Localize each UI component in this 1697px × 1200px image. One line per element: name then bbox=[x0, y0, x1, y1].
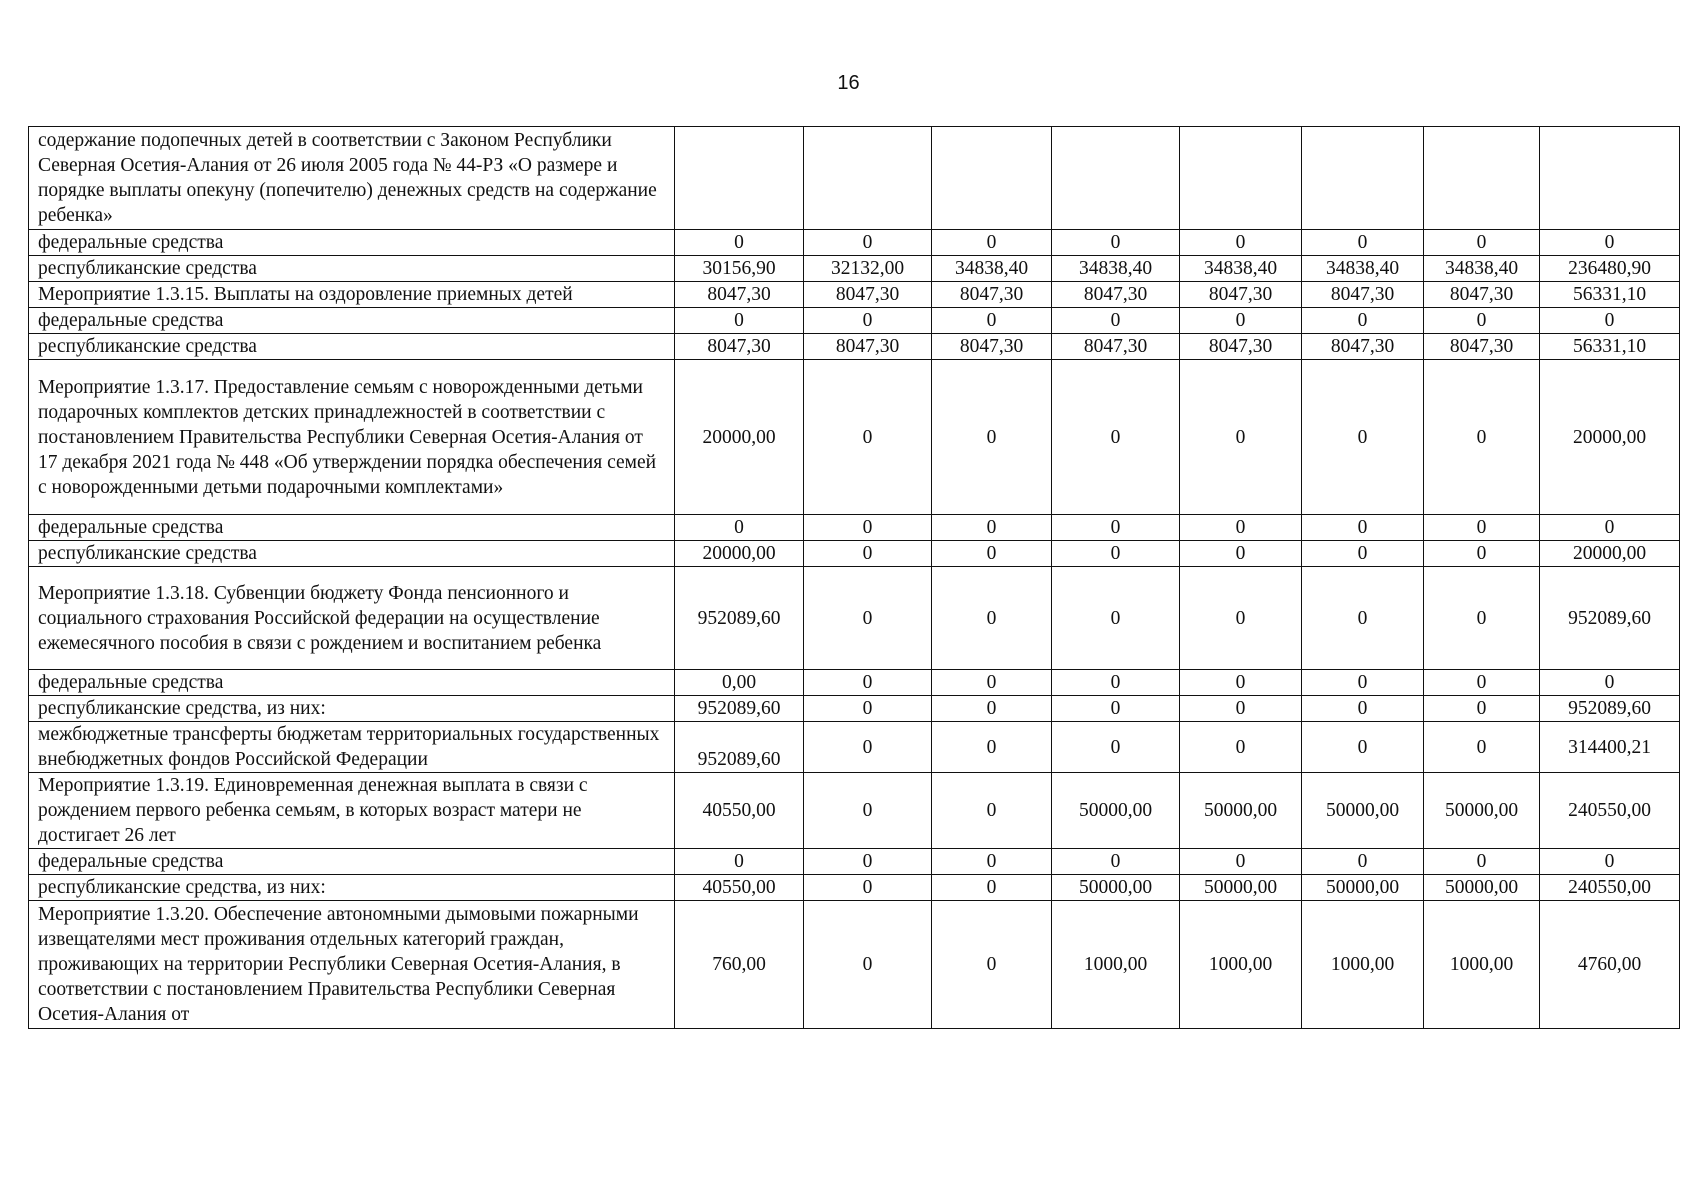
value-cell-col-2: 0 bbox=[804, 773, 932, 849]
value-cell-col-7: 0 bbox=[1424, 541, 1540, 567]
value-cell-col-1: 0,00 bbox=[675, 670, 804, 696]
value-cell-col-1: 8047,30 bbox=[675, 334, 804, 360]
value-cell-col-3: 0 bbox=[932, 696, 1052, 722]
table-row bbox=[29, 515, 1680, 541]
value-cell-col-2: 0 bbox=[804, 515, 932, 541]
value-cell-col-4: 0 bbox=[1052, 722, 1180, 773]
value-cell-col-1: 8047,30 bbox=[675, 282, 804, 308]
value-cell-col-1: 40550,00 bbox=[675, 773, 804, 849]
row-label: республиканские средства bbox=[29, 334, 675, 360]
table-row bbox=[29, 230, 1680, 256]
value-cell-col-1: 20000,00 bbox=[675, 541, 804, 567]
table-row bbox=[29, 670, 1680, 696]
value-cell-col-8: 0 bbox=[1540, 515, 1680, 541]
value-cell-col-1 bbox=[675, 127, 804, 230]
value-cell-col-1: 40550,00 bbox=[675, 875, 804, 901]
value-cell-col-1: 952089,60 bbox=[675, 722, 804, 773]
value-cell-col-6: 0 bbox=[1302, 515, 1424, 541]
value-cell-col-4: 0 bbox=[1052, 696, 1180, 722]
value-cell-col-5: 50000,00 bbox=[1180, 875, 1302, 901]
value-cell-col-6: 0 bbox=[1302, 696, 1424, 722]
table-row bbox=[29, 127, 1680, 230]
value-cell-col-5: 8047,30 bbox=[1180, 282, 1302, 308]
value-cell-col-7: 0 bbox=[1424, 230, 1540, 256]
table-row bbox=[29, 696, 1680, 722]
value-cell-col-6: 0 bbox=[1302, 230, 1424, 256]
value-cell-col-8 bbox=[1540, 127, 1680, 230]
row-label: республиканские средства bbox=[29, 256, 675, 282]
value-cell-col-4: 8047,30 bbox=[1052, 282, 1180, 308]
value-cell-col-3: 0 bbox=[932, 308, 1052, 334]
value-cell-col-7: 0 bbox=[1424, 360, 1540, 515]
value-cell-col-7: 0 bbox=[1424, 696, 1540, 722]
value-cell-col-5 bbox=[1180, 127, 1302, 230]
value-cell-col-2: 0 bbox=[804, 875, 932, 901]
value-cell-col-7: 0 bbox=[1424, 515, 1540, 541]
value-cell-col-3: 0 bbox=[932, 541, 1052, 567]
row-label: республиканские средства, из них: bbox=[29, 875, 675, 901]
value-cell-col-2: 32132,00 bbox=[804, 256, 932, 282]
value-cell-col-6: 34838,40 bbox=[1302, 256, 1424, 282]
value-cell-col-4: 0 bbox=[1052, 360, 1180, 515]
value-cell-col-2: 0 bbox=[804, 230, 932, 256]
table-body bbox=[29, 127, 1680, 1029]
table-row bbox=[29, 282, 1680, 308]
value-cell-col-4: 0 bbox=[1052, 849, 1180, 875]
value-cell-col-4: 0 bbox=[1052, 230, 1180, 256]
value-cell-col-7: 34838,40 bbox=[1424, 256, 1540, 282]
value-cell-col-7: 8047,30 bbox=[1424, 282, 1540, 308]
value-cell-col-1: 760,00 bbox=[675, 901, 804, 1029]
value-cell-col-4 bbox=[1052, 127, 1180, 230]
value-cell-col-2: 0 bbox=[804, 696, 932, 722]
row-label: межбюджетные трансферты бюджетам территориальных государственных внебюджетных фондов Российской Федерации bbox=[29, 722, 675, 773]
value-cell-col-2: 0 bbox=[804, 360, 932, 515]
value-cell-col-8: 0 bbox=[1540, 670, 1680, 696]
value-cell-col-1: 952089,60 bbox=[675, 567, 804, 670]
value-cell-col-3: 0 bbox=[932, 901, 1052, 1029]
value-cell-col-5: 0 bbox=[1180, 849, 1302, 875]
value-cell-col-5: 0 bbox=[1180, 360, 1302, 515]
value-cell-col-5: 0 bbox=[1180, 515, 1302, 541]
value-cell-col-6: 0 bbox=[1302, 670, 1424, 696]
value-cell-col-1: 30156,90 bbox=[675, 256, 804, 282]
value-cell-col-6: 1000,00 bbox=[1302, 901, 1424, 1029]
value-cell-col-2: 0 bbox=[804, 670, 932, 696]
value-cell-col-6: 8047,30 bbox=[1302, 282, 1424, 308]
row-label: Мероприятие 1.3.15. Выплаты на оздоровление приемных детей bbox=[29, 282, 675, 308]
value-cell-col-2: 0 bbox=[804, 722, 932, 773]
value-cell-col-5: 0 bbox=[1180, 696, 1302, 722]
value-cell-col-3: 0 bbox=[932, 875, 1052, 901]
value-cell-col-5: 0 bbox=[1180, 308, 1302, 334]
table-row bbox=[29, 541, 1680, 567]
value-cell-col-2: 8047,30 bbox=[804, 334, 932, 360]
value-cell-col-3: 0 bbox=[932, 773, 1052, 849]
row-label: содержание подопечных детей в соответствии с Законом Республики Северная Осетия-Алания от 26 июля 2005 года № 44-РЗ «О размере и порядке выплаты опекуну (попечителю) денежных средств на содержание ребенка» bbox=[29, 127, 675, 230]
value-cell-col-7: 50000,00 bbox=[1424, 773, 1540, 849]
value-cell-col-6: 0 bbox=[1302, 541, 1424, 567]
value-cell-col-5: 0 bbox=[1180, 567, 1302, 670]
value-cell-col-3: 0 bbox=[932, 670, 1052, 696]
value-cell-col-4: 0 bbox=[1052, 541, 1180, 567]
value-cell-col-8: 20000,00 bbox=[1540, 360, 1680, 515]
table-row bbox=[29, 334, 1680, 360]
value-cell-col-7: 0 bbox=[1424, 722, 1540, 773]
value-cell-col-3: 0 bbox=[932, 515, 1052, 541]
value-cell-col-7 bbox=[1424, 127, 1540, 230]
value-cell-col-5: 8047,30 bbox=[1180, 334, 1302, 360]
table-row bbox=[29, 849, 1680, 875]
value-cell-col-8: 952089,60 bbox=[1540, 567, 1680, 670]
value-cell-col-5: 1000,00 bbox=[1180, 901, 1302, 1029]
value-cell-col-4: 0 bbox=[1052, 515, 1180, 541]
value-cell-col-3: 0 bbox=[932, 230, 1052, 256]
value-cell-col-8: 56331,10 bbox=[1540, 282, 1680, 308]
value-cell-col-2: 0 bbox=[804, 901, 932, 1029]
value-cell-col-6: 0 bbox=[1302, 308, 1424, 334]
value-cell-col-2: 0 bbox=[804, 308, 932, 334]
value-cell-col-3: 0 bbox=[932, 360, 1052, 515]
value-cell-col-4: 1000,00 bbox=[1052, 901, 1180, 1029]
table-row bbox=[29, 722, 1680, 773]
value-cell-col-4: 8047,30 bbox=[1052, 334, 1180, 360]
value-cell-col-3: 34838,40 bbox=[932, 256, 1052, 282]
value-cell-col-2: 8047,30 bbox=[804, 282, 932, 308]
row-label: федеральные средства bbox=[29, 670, 675, 696]
table-row bbox=[29, 256, 1680, 282]
value-cell-col-4: 34838,40 bbox=[1052, 256, 1180, 282]
value-cell-col-6: 0 bbox=[1302, 360, 1424, 515]
value-cell-col-2: 0 bbox=[804, 567, 932, 670]
value-cell-col-1: 0 bbox=[675, 849, 804, 875]
value-cell-col-7: 0 bbox=[1424, 567, 1540, 670]
value-cell-col-1: 952089,60 bbox=[675, 696, 804, 722]
row-label: Мероприятие 1.3.17. Предоставление семьям с новорожденными детьми подарочных комплектов детских принадлежностей в соответствии с постановлением Правительства Республики Северная Осетия-Алания от 17 декабря 2021 года № 448 «Об утверждении порядка обеспечения семей с новорожденными детьми подарочными комплектами» bbox=[29, 360, 675, 515]
value-cell-col-3: 0 bbox=[932, 849, 1052, 875]
table-row bbox=[29, 308, 1680, 334]
row-label: Мероприятие 1.3.18. Субвенции бюджету Фонда пенсионного и социального страхования Российской федерации на осуществление ежемесячного пособия в связи с рождением и воспитанием ребенка bbox=[29, 567, 675, 670]
value-cell-col-1: 20000,00 bbox=[675, 360, 804, 515]
row-label: федеральные средства bbox=[29, 849, 675, 875]
value-cell-col-6: 0 bbox=[1302, 849, 1424, 875]
value-cell-col-8: 314400,21 bbox=[1540, 722, 1680, 773]
row-label: федеральные средства bbox=[29, 308, 675, 334]
row-label: Мероприятие 1.3.19. Единовременная денежная выплата в связи с рождением первого ребенка семьям, в которых возраст матери не достигает 26 лет bbox=[29, 773, 675, 849]
value-cell-col-8: 0 bbox=[1540, 308, 1680, 334]
value-cell-col-4: 0 bbox=[1052, 567, 1180, 670]
value-cell-col-6: 8047,30 bbox=[1302, 334, 1424, 360]
value-cell-col-7: 0 bbox=[1424, 849, 1540, 875]
value-cell-col-4: 50000,00 bbox=[1052, 773, 1180, 849]
table-row bbox=[29, 875, 1680, 901]
value-cell-col-3 bbox=[932, 127, 1052, 230]
row-label: федеральные средства bbox=[29, 230, 675, 256]
value-cell-col-1: 0 bbox=[675, 308, 804, 334]
value-cell-col-2: 0 bbox=[804, 541, 932, 567]
page-number: 16 bbox=[837, 72, 860, 94]
value-cell-col-3: 0 bbox=[932, 722, 1052, 773]
value-cell-col-8: 240550,00 bbox=[1540, 773, 1680, 849]
value-cell-col-2: 0 bbox=[804, 849, 932, 875]
value-cell-col-5: 0 bbox=[1180, 722, 1302, 773]
table-row bbox=[29, 901, 1680, 1029]
budget-table bbox=[28, 126, 1680, 1029]
row-label: республиканские средства, из них: bbox=[29, 696, 675, 722]
value-cell-col-5: 0 bbox=[1180, 541, 1302, 567]
value-cell-col-6 bbox=[1302, 127, 1424, 230]
value-cell-col-7: 0 bbox=[1424, 670, 1540, 696]
value-cell-col-3: 0 bbox=[932, 567, 1052, 670]
value-cell-col-6: 0 bbox=[1302, 567, 1424, 670]
value-cell-col-7: 1000,00 bbox=[1424, 901, 1540, 1029]
value-cell-col-3: 8047,30 bbox=[932, 282, 1052, 308]
value-cell-col-2 bbox=[804, 127, 932, 230]
value-cell-col-3: 8047,30 bbox=[932, 334, 1052, 360]
value-cell-col-4: 0 bbox=[1052, 670, 1180, 696]
table-row bbox=[29, 360, 1680, 515]
table-row bbox=[29, 773, 1680, 849]
value-cell-col-5: 0 bbox=[1180, 670, 1302, 696]
value-cell-col-8: 240550,00 bbox=[1540, 875, 1680, 901]
table-row bbox=[29, 567, 1680, 670]
value-cell-col-5: 0 bbox=[1180, 230, 1302, 256]
value-cell-col-4: 50000,00 bbox=[1052, 875, 1180, 901]
value-cell-col-6: 0 bbox=[1302, 722, 1424, 773]
value-cell-col-7: 0 bbox=[1424, 308, 1540, 334]
row-label: Мероприятие 1.3.20. Обеспечение автономными дымовыми пожарными извещателями мест проживания отдельных категорий граждан, проживающих на территории Республики Северная Осетия-Алания, в соответствии с постановлением Правительства Республики Северная Осетия-Алания от bbox=[29, 901, 675, 1029]
value-cell-col-1: 0 bbox=[675, 230, 804, 256]
value-cell-col-5: 34838,40 bbox=[1180, 256, 1302, 282]
value-cell-col-8: 20000,00 bbox=[1540, 541, 1680, 567]
value-cell-col-8: 0 bbox=[1540, 230, 1680, 256]
value-cell-col-7: 8047,30 bbox=[1424, 334, 1540, 360]
value-cell-col-8: 236480,90 bbox=[1540, 256, 1680, 282]
value-cell-col-8: 0 bbox=[1540, 849, 1680, 875]
value-cell-col-8: 4760,00 bbox=[1540, 901, 1680, 1029]
value-cell-col-7: 50000,00 bbox=[1424, 875, 1540, 901]
value-cell-col-6: 50000,00 bbox=[1302, 773, 1424, 849]
value-cell-col-5: 50000,00 bbox=[1180, 773, 1302, 849]
value-cell-col-1: 0 bbox=[675, 515, 804, 541]
value-cell-col-4: 0 bbox=[1052, 308, 1180, 334]
row-label: республиканские средства bbox=[29, 541, 675, 567]
value-cell-col-6: 50000,00 bbox=[1302, 875, 1424, 901]
value-cell-col-8: 56331,10 bbox=[1540, 334, 1680, 360]
value-cell-col-8: 952089,60 bbox=[1540, 696, 1680, 722]
row-label: федеральные средства bbox=[29, 515, 675, 541]
